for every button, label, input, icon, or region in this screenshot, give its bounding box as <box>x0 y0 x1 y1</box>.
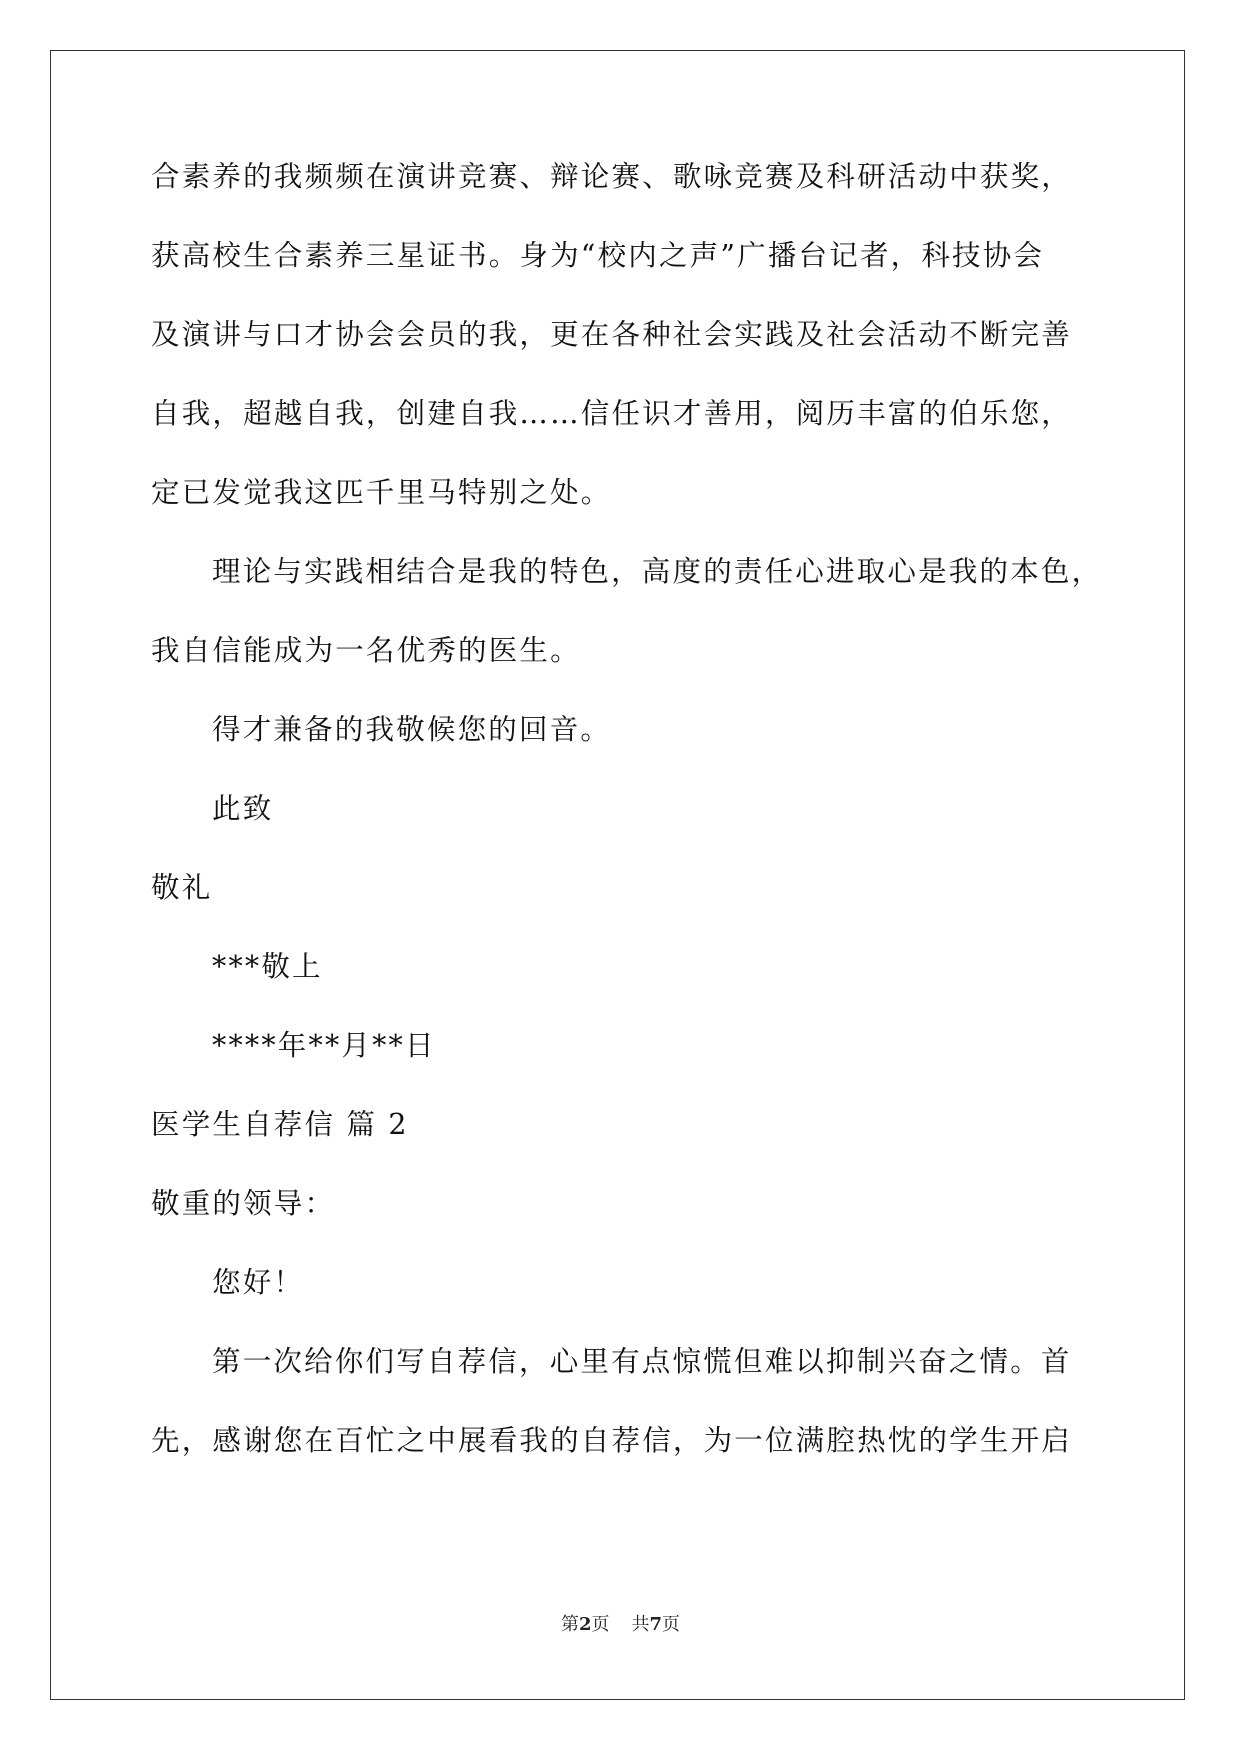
body-line: 先，感谢您在百忙之中展看我的自荐信，为一位满腔热忱的学生开启 <box>151 1424 1073 1457</box>
body-line: 合素养的我频频在演讲竞赛、辩论赛、歌咏竞赛及科研活动中获奖， <box>151 160 1073 193</box>
signature: ***敬上 <box>212 950 323 983</box>
body-line: 我自信能成为一名优秀的医生。 <box>151 634 581 667</box>
body-line: 自我，超越自我，创建自我……信任识才善用，阅历丰富的伯乐您， <box>151 397 1073 430</box>
body-line: 第一次给你们写自荐信，心里有点惊慌但难以抑制兴奋之情。首 <box>212 1345 1072 1378</box>
section-heading: 医学生自荐信 篇 2 <box>151 1108 409 1141</box>
body-line: 及演讲与口才协会会员的我，更在各种社会实践及社会活动不断完善 <box>151 318 1073 351</box>
salutation-closing: 敬礼 <box>151 871 213 904</box>
greeting: 敬重的领导： <box>151 1187 336 1220</box>
page-label-suffix: 页 <box>591 1614 610 1635</box>
document-body <box>151 157 1103 1500</box>
body-line: 获高校生合素养三星证书。身为“校内之声”广播台记者，科技协会 <box>151 239 1045 272</box>
closing-phrase: 此致 <box>212 792 274 825</box>
body-line: 理论与实践相结合是我的特色，高度的责任心进取心是我的本色， <box>212 555 1103 588</box>
total-label-prefix: 共 <box>631 1614 650 1635</box>
page-footer <box>0 1610 1241 1636</box>
date-line: ****年**月**日 <box>212 1029 436 1062</box>
greeting-hello: 您好！ <box>212 1266 305 1299</box>
total-label-suffix: 页 <box>662 1614 681 1635</box>
total-pages: 7 <box>649 1614 663 1635</box>
body-line: 得才兼备的我敬候您的回音。 <box>212 713 612 746</box>
page-label-prefix: 第 <box>560 1614 579 1635</box>
body-line: 定已发觉我这匹千里马特别之处。 <box>151 476 612 509</box>
page-number: 2 <box>578 1614 592 1635</box>
